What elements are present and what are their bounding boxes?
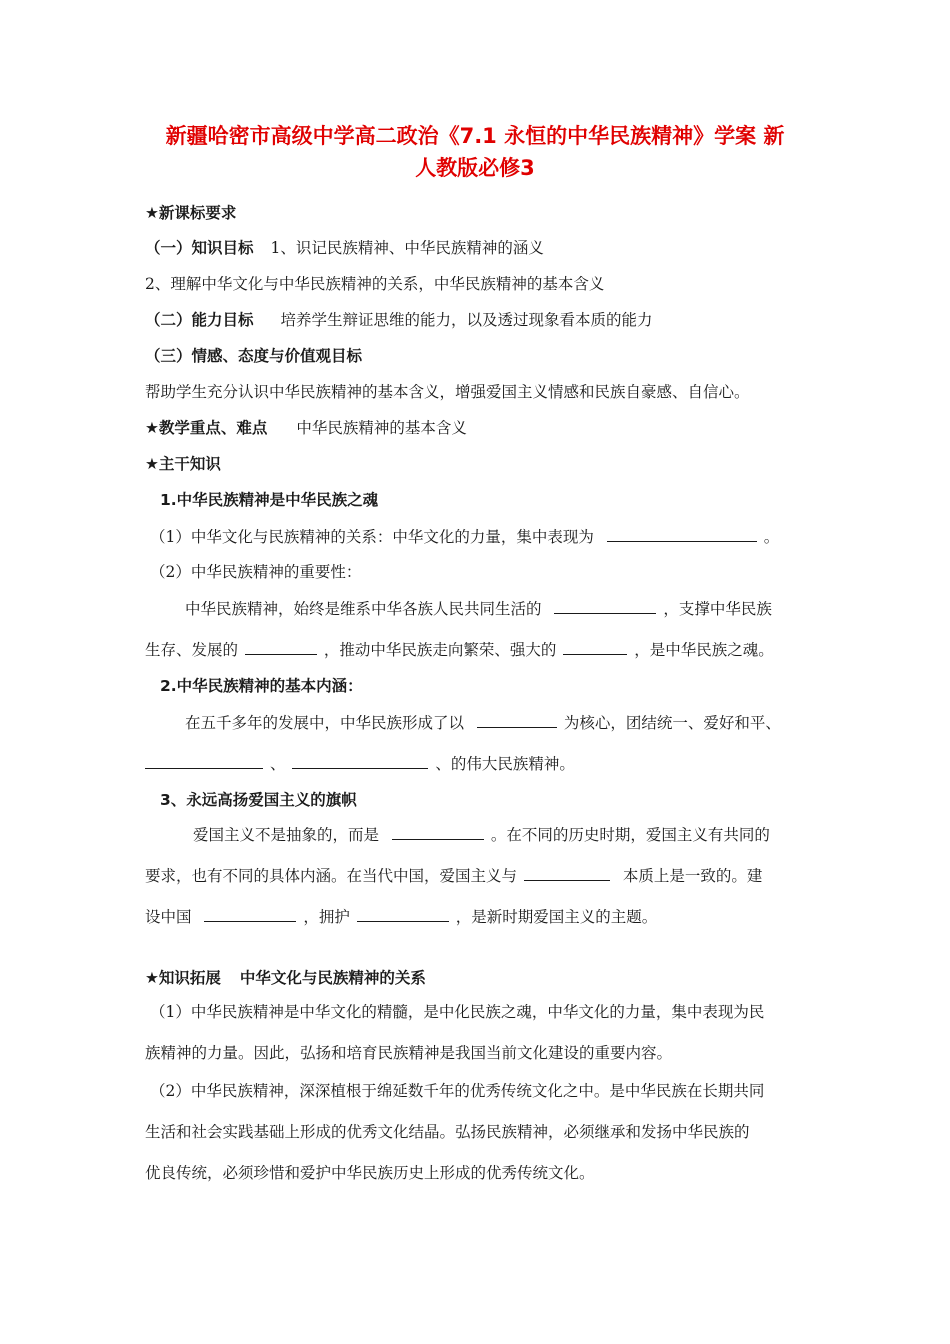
extension-para-1-line-2: 族精神的力量。因此，弘扬和培育民族精神是我国当前文化建设的重要内容。 — [145, 1044, 673, 1062]
extension-title: 中华文化与民族精神的关系 — [239, 969, 426, 987]
fill-blank[interactable] — [245, 638, 317, 655]
section-1-para-line-2 — [145, 638, 774, 661]
fill-blank[interactable] — [204, 905, 296, 922]
section-1-point-1-end: 。 — [763, 528, 780, 546]
section-1-para-text-c: 生存、发展的 — [145, 641, 239, 659]
section-3-text-b: 。在不同的历史时期，爱国主义有共同的 — [490, 826, 770, 844]
ability-goal-line — [145, 309, 652, 331]
section-3-text-a: 爱国主义不是抽象的，而是 — [193, 826, 380, 844]
section-1-point-1-text: （1）中华文化与民族精神的关系：中华文化的力量，集中表现为 — [150, 528, 594, 546]
section-2-text-d: 、的伟大民族精神。 — [435, 755, 575, 773]
section-1-point-2: （2）中华民族精神的重要性： — [150, 563, 362, 581]
section-1-para-text-b: ，支撑中华民族 — [663, 600, 772, 618]
emotion-goal-label: （三）情感、态度与价值观目标 — [145, 347, 363, 365]
extension-para-2-line-3: 优良传统，必须珍惜和爱护中华民族历史上形成的优秀传统文化。 — [145, 1164, 595, 1182]
section-2-text-a: 在五千多年的发展中，中华民族形成了以 — [185, 714, 465, 732]
section-1-para-line-1 — [185, 597, 772, 620]
fill-blank[interactable] — [607, 525, 757, 542]
fill-blank[interactable] — [392, 823, 484, 840]
section-2-line-1 — [185, 711, 781, 734]
fill-blank[interactable] — [357, 905, 449, 922]
focus-line — [145, 417, 467, 439]
title-line-2: 人教版必修3 — [415, 156, 535, 180]
section-3-line-1 — [193, 823, 770, 846]
section-1-para-text-d: ，推动中华民族走向繁荣、强大的 — [323, 641, 557, 659]
section-1-para-text-a: 中华民族精神，始终是维系中华各族人民共同生活的 — [185, 600, 542, 618]
knowledge-goal-item-1: 1、识记民族精神、中华民族精神的涵义 — [270, 239, 544, 257]
title-line-1: 新疆哈密市高级中学高二政治《7.1 永恒的中华民族精神》学案 新 — [165, 124, 785, 148]
section-1-para-text-e: ，是中华民族之魂。 — [634, 641, 774, 659]
section-3-text-e: 设中国 — [145, 908, 192, 926]
section-3-line-3 — [145, 905, 657, 928]
section-3-text-c: 要求，也有不同的具体内涵。在当代中国，爱国主义与 — [145, 867, 518, 885]
section-3-text-f: ，拥护 — [303, 908, 350, 926]
extension-para-2-line-2: 生活和社会实践基础上形成的优秀文化结晶。弘扬民族精神，必须继承和发扬中华民族的 — [145, 1123, 750, 1141]
section-2-line-2 — [145, 752, 575, 775]
section-2-text-b: 为核心，团结统一、爱好和平、 — [563, 714, 781, 732]
fill-blank[interactable] — [477, 711, 557, 728]
ability-goal-text: 培养学生辩证思维的能力，以及透过现象看本质的能力 — [280, 311, 653, 329]
fill-blank[interactable] — [554, 597, 656, 614]
section-2-text-c: 、 — [269, 755, 286, 773]
fill-blank[interactable] — [292, 752, 428, 769]
section-3-text-g: ，是新时期爱国主义的主题。 — [455, 908, 658, 926]
requirements-heading: ★新课标要求 — [145, 204, 237, 222]
knowledge-goal-label: （一）知识目标 — [145, 239, 254, 257]
extension-para-2-line-1: （2）中华民族精神，深深植根于绵延数千年的优秀传统文化之中。是中华民族在长期共同 — [150, 1082, 765, 1100]
document-title — [120, 120, 830, 184]
extension-heading-line — [145, 967, 426, 989]
knowledge-goal-line — [145, 237, 544, 259]
fill-blank[interactable] — [145, 752, 263, 769]
fill-blank[interactable] — [524, 864, 610, 881]
section-3-text-d: 本质上是一致的。建 — [622, 867, 763, 885]
section-3-heading: 3、永远高扬爱国主义的旗帜 — [160, 791, 357, 809]
section-1-point-1 — [150, 525, 779, 548]
focus-label: ★教学重点、难点 — [145, 419, 268, 437]
knowledge-goal-item-2: 2、理解中华文化与中华民族精神的关系，中华民族精神的基本含义 — [145, 275, 605, 293]
extension-label: ★知识拓展 — [145, 969, 221, 987]
fill-blank[interactable] — [563, 638, 627, 655]
section-1-heading: 1.中华民族精神是中华民族之魂 — [160, 491, 379, 509]
section-3-line-2 — [145, 864, 762, 887]
ability-goal-label: （二）能力目标 — [145, 311, 254, 329]
emotion-goal-text: 帮助学生充分认识中华民族精神的基本含义，增强爱国主义情感和民族自豪感、自信心。 — [145, 383, 750, 401]
main-knowledge-heading: ★主干知识 — [145, 455, 221, 473]
extension-para-1-line-1: （1）中华民族精神是中华文化的精髓，是中化民族之魂，中华文化的力量，集中表现为民 — [150, 1003, 765, 1021]
section-2-heading: 2.中华民族精神的基本内涵： — [160, 677, 363, 695]
focus-text: 中华民族精神的基本含义 — [296, 419, 467, 437]
